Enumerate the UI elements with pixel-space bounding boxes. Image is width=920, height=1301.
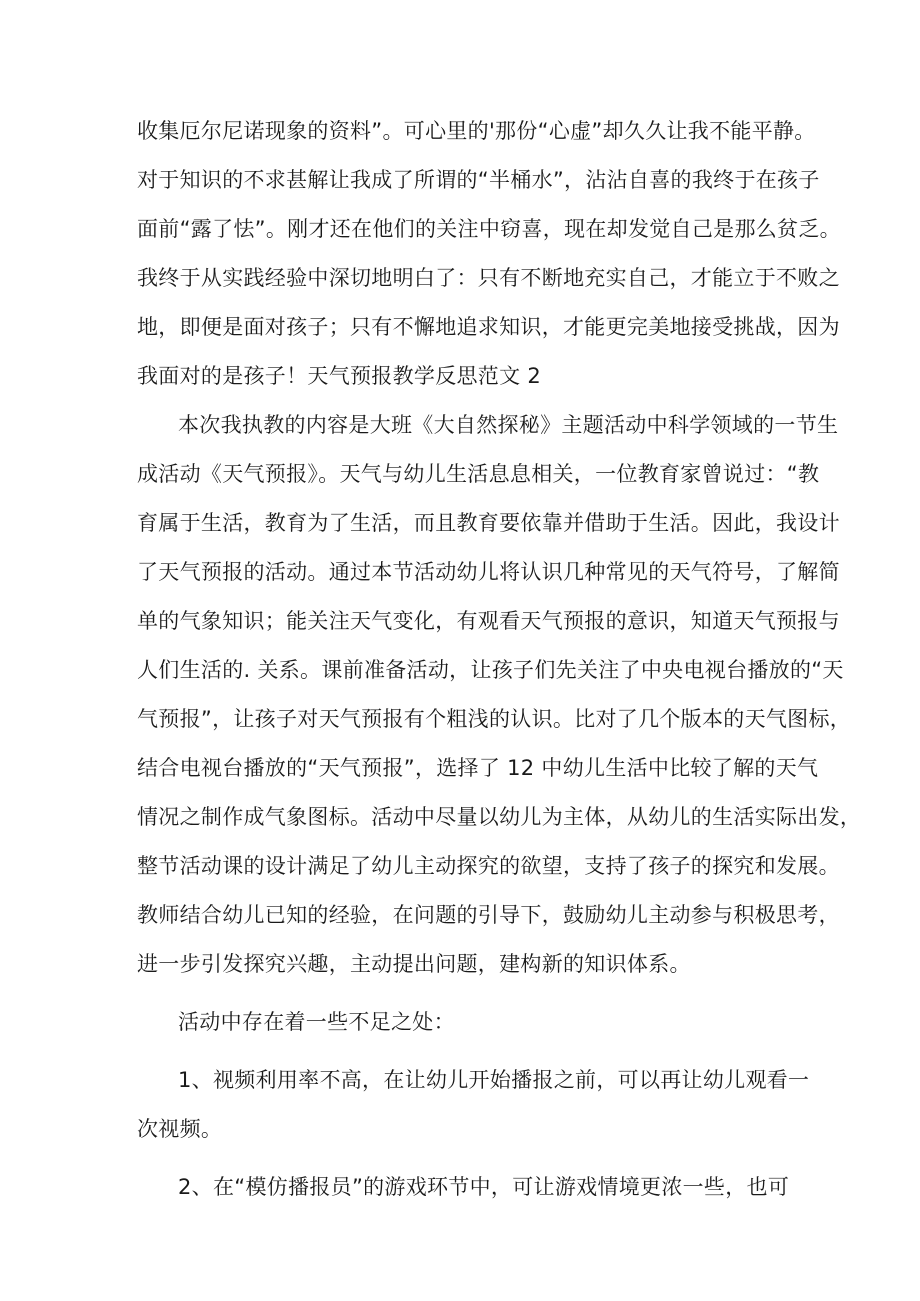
text-line: 地，即便是面对孩子；只有不懈地追求知识，才能更完美地接受挑战，因为 <box>137 315 840 339</box>
list-item: 2、在“模仿播报员”的游戏环节中，可让游戏情境更浓一些，也可 <box>178 1175 790 1199</box>
text-line: 气预报”，让孩子对天气预报有个粗浅的认识。比对了几个版本的天气图标， <box>137 707 852 731</box>
text-line: 单的气象知识；能关注天气变化，有观看天气预报的意识，知道天气预报与 <box>137 609 840 633</box>
list-item: 1、视频利用率不高，在让幼儿开始播报之前，可以再让幼儿观看一 <box>178 1068 810 1092</box>
text-line: 情况之制作成气象图标。活动中尽量以幼儿为主体，从幼儿的生活实际出发， <box>137 805 862 829</box>
text-line: 育属于生活，教育为了生活，而且教育要依靠并借助于生活。因此，我设计 <box>137 511 840 535</box>
list-item-continuation: 次视频。 <box>137 1117 223 1141</box>
text-line: 进一步引发探究兴趣，主动提出问题，建构新的知识体系。 <box>137 952 691 976</box>
text-line: 人们生活的. 关系。课前准备活动，让孩子们先关注了中央电视台播放的“天 <box>137 658 844 682</box>
text-line: 对于知识的不求甚解让我成了所谓的“半桶水”，沾沾自喜的我终于在孩子 <box>137 168 820 192</box>
paragraph-start: 本次我执教的内容是大班《大自然探秘》主题活动中科学领域的一节生 <box>178 413 839 437</box>
heading-line: 我面对的是孩子！天气预报教学反思范文 2 <box>137 364 542 388</box>
text-line: 我终于从实践经验中深切地明白了：只有不断地充实自己，才能立于不败之 <box>137 266 840 290</box>
text-line: 面前“露了怯”。刚才还在他们的关注中窃喜，现在却发觉自己是那么贫乏。 <box>137 217 841 241</box>
text-line: 成活动《天气预报》。天气与幼儿生活息息相关，一位教育家曾说过：“教 <box>137 462 820 486</box>
text-line: 整节活动课的设计满足了幼儿主动探究的欲望，支持了孩子的探究和发展。 <box>137 854 840 878</box>
text-line: 了天气预报的活动。通过本节活动幼儿将认识几种常见的天气符号，了解简 <box>137 560 840 584</box>
text-line: 教师结合幼儿已知的经验，在问题的引导下，鼓励幼儿主动参与积极思考， <box>137 903 840 927</box>
text-line: 结合电视台播放的“天气预报”，选择了 12 中幼儿生活中比较了解的天气 <box>137 756 819 780</box>
text-line: 收集厄尔尼诺现象的资料”。可心里的'那份“心虚”却久久让我不能平静。 <box>137 119 816 143</box>
paragraph-start: 活动中存在着一些不足之处： <box>178 1010 455 1034</box>
